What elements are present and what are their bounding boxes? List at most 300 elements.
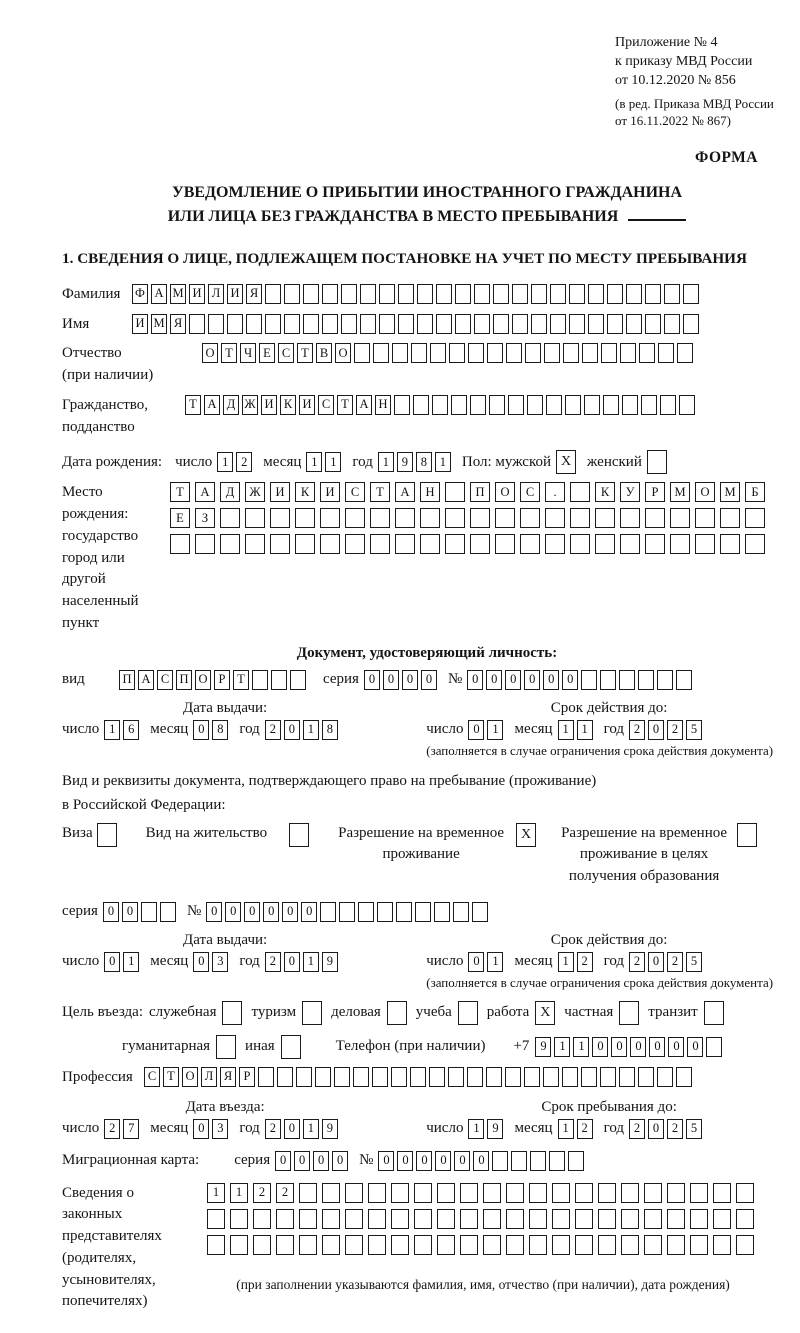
form-cell[interactable] [290,670,306,690]
form-cell[interactable] [679,395,695,415]
form-cell[interactable]: 2 [577,1119,593,1139]
form-cell[interactable]: И [189,284,205,304]
identity-expiry-month[interactable] [558,720,596,740]
form-cell[interactable]: 0 [648,720,664,740]
form-cell[interactable]: 9 [397,452,413,472]
form-cell[interactable] [667,1209,685,1229]
form-cell[interactable]: Д [223,395,239,415]
form-cell[interactable] [345,1235,363,1255]
form-cell[interactable] [414,1235,432,1255]
form-cell[interactable] [483,1209,501,1229]
form-cell[interactable]: 9 [322,952,338,972]
purpose-other-checkbox[interactable] [281,1035,304,1059]
migration-number-input[interactable] [378,1151,587,1171]
form-cell[interactable] [281,1035,301,1059]
form-cell[interactable] [445,508,465,528]
form-cell[interactable]: И [270,482,290,502]
form-cell[interactable] [467,1067,483,1087]
form-cell[interactable]: Р [214,670,230,690]
form-cell[interactable] [664,284,680,304]
form-cell[interactable] [276,1209,294,1229]
form-cell[interactable]: 1 [303,720,319,740]
form-cell[interactable] [657,1067,673,1087]
form-cell[interactable] [360,314,376,334]
form-cell[interactable]: Н [420,482,440,502]
form-cell[interactable] [690,1209,708,1229]
form-cell[interactable] [619,1067,635,1087]
form-cell[interactable] [303,284,319,304]
form-cell[interactable] [436,314,452,334]
form-cell[interactable] [368,1209,386,1229]
residence-series-input[interactable] [103,902,179,922]
representatives-line-3[interactable] [207,1235,759,1255]
form-cell[interactable]: 7 [123,1119,139,1139]
form-cell[interactable] [607,314,623,334]
birthplace-line-3[interactable] [170,534,770,554]
form-cell[interactable] [391,1067,407,1087]
form-cell[interactable]: Б [745,482,765,502]
form-cell[interactable] [230,1209,248,1229]
form-cell[interactable] [645,508,665,528]
form-cell[interactable]: 1 [306,452,322,472]
form-cell[interactable]: 0 [562,670,578,690]
form-cell[interactable] [429,1067,445,1087]
form-cell[interactable] [358,902,374,922]
form-cell[interactable] [207,1209,225,1229]
form-cell[interactable]: 2 [265,1119,281,1139]
form-cell[interactable]: 0 [473,1151,489,1171]
form-cell[interactable] [486,1067,502,1087]
form-cell[interactable]: Ф [132,284,148,304]
form-cell[interactable] [670,508,690,528]
form-cell[interactable] [487,343,503,363]
form-cell[interactable]: Е [259,343,275,363]
form-cell[interactable] [470,534,490,554]
form-cell[interactable] [506,343,522,363]
form-cell[interactable] [460,1209,478,1229]
form-cell[interactable]: О [495,482,515,502]
form-cell[interactable] [377,902,393,922]
form-cell[interactable] [334,1067,350,1087]
form-cell[interactable] [345,534,365,554]
form-cell[interactable] [600,670,616,690]
form-cell[interactable] [644,1209,662,1229]
form-cell[interactable] [529,1209,547,1229]
form-cell[interactable]: Р [645,482,665,502]
form-cell[interactable] [506,1183,524,1203]
form-cell[interactable]: 0 [630,1037,646,1057]
form-cell[interactable]: В [316,343,332,363]
form-cell[interactable]: У [620,482,640,502]
form-cell[interactable]: Л [208,284,224,304]
form-cell[interactable] [745,534,765,554]
form-cell[interactable]: 0 [193,1119,209,1139]
form-cell[interactable] [303,314,319,334]
form-cell[interactable]: О [335,343,351,363]
form-cell[interactable] [644,1183,662,1203]
form-cell[interactable]: Я [246,284,262,304]
form-cell[interactable]: Т [163,1067,179,1087]
form-cell[interactable] [341,314,357,334]
form-cell[interactable] [530,1151,546,1171]
form-cell[interactable] [570,534,590,554]
form-cell[interactable] [271,670,287,690]
form-cell[interactable] [432,395,448,415]
form-cell[interactable] [690,1183,708,1203]
form-cell[interactable] [524,1067,540,1087]
form-cell[interactable] [660,395,676,415]
form-cell[interactable]: П [119,670,135,690]
form-cell[interactable] [619,670,635,690]
form-cell[interactable]: М [720,482,740,502]
form-cell[interactable] [575,1183,593,1203]
form-cell[interactable] [458,1001,478,1025]
form-cell[interactable]: 5 [686,952,702,972]
form-cell[interactable] [470,395,486,415]
form-cell[interactable]: С [520,482,540,502]
form-cell[interactable] [252,670,268,690]
form-cell[interactable]: 2 [253,1183,271,1203]
form-cell[interactable]: 0 [486,670,502,690]
form-cell[interactable] [598,1235,616,1255]
form-cell[interactable] [737,823,757,847]
form-cell[interactable]: О [202,343,218,363]
form-cell[interactable] [398,314,414,334]
form-cell[interactable] [683,284,699,304]
form-cell[interactable]: Ж [242,395,258,415]
form-cell[interactable]: 0 [284,952,300,972]
form-cell[interactable] [512,314,528,334]
form-cell[interactable]: М [151,314,167,334]
form-cell[interactable] [690,1235,708,1255]
residence-expiry-year[interactable] [629,952,705,972]
form-cell[interactable] [598,1183,616,1203]
form-cell[interactable] [495,534,515,554]
form-cell[interactable] [322,284,338,304]
form-cell[interactable]: Т [337,395,353,415]
form-cell[interactable]: 1 [577,720,593,740]
form-cell[interactable] [492,1151,508,1171]
form-cell[interactable]: 1 [558,952,574,972]
form-cell[interactable] [391,1209,409,1229]
form-cell[interactable]: 2 [629,720,645,740]
form-cell[interactable] [736,1183,754,1203]
form-cell[interactable] [736,1235,754,1255]
residence-expiry-month[interactable] [558,952,596,972]
form-cell[interactable] [413,395,429,415]
form-cell[interactable]: 0 [284,720,300,740]
form-cell[interactable]: 0 [263,902,279,922]
form-cell[interactable] [470,508,490,528]
form-cell[interactable] [299,1209,317,1229]
form-cell[interactable]: 0 [648,1119,664,1139]
form-cell[interactable] [437,1183,455,1203]
form-cell[interactable] [527,395,543,415]
form-cell[interactable]: 2 [265,720,281,740]
entry-month[interactable] [193,1119,231,1139]
form-cell[interactable] [588,284,604,304]
form-cell[interactable]: 0 [592,1037,608,1057]
form-cell[interactable] [396,902,412,922]
form-cell[interactable]: X [535,1001,555,1025]
form-cell[interactable] [677,343,693,363]
form-cell[interactable] [595,508,615,528]
form-cell[interactable] [506,1235,524,1255]
form-cell[interactable]: 1 [207,1183,225,1203]
form-cell[interactable] [220,508,240,528]
form-cell[interactable] [253,1235,271,1255]
form-cell[interactable]: И [132,314,148,334]
form-cell[interactable]: М [670,482,690,502]
form-cell[interactable] [434,902,450,922]
form-cell[interactable] [345,1209,363,1229]
form-cell[interactable] [552,1235,570,1255]
form-cell[interactable] [315,1067,331,1087]
form-cell[interactable]: 0 [206,902,222,922]
form-cell[interactable]: 1 [378,452,394,472]
form-cell[interactable]: Я [220,1067,236,1087]
form-cell[interactable] [588,314,604,334]
form-cell[interactable]: О [695,482,715,502]
form-cell[interactable] [387,1001,407,1025]
form-cell[interactable] [230,1235,248,1255]
form-cell[interactable] [607,284,623,304]
form-cell[interactable]: 2 [236,452,252,472]
form-cell[interactable]: С [144,1067,160,1087]
form-cell[interactable]: О [195,670,211,690]
residence-number-input[interactable] [206,902,491,922]
form-cell[interactable] [598,1209,616,1229]
form-cell[interactable] [445,534,465,554]
form-cell[interactable] [370,534,390,554]
form-cell[interactable]: X [556,450,576,474]
form-cell[interactable] [445,482,465,502]
form-cell[interactable] [246,314,262,334]
form-cell[interactable]: 1 [558,720,574,740]
doc-kind-input[interactable] [119,670,309,690]
form-cell[interactable]: Я [170,314,186,334]
form-cell[interactable]: 0 [284,1119,300,1139]
form-cell[interactable] [545,534,565,554]
form-cell[interactable] [626,284,642,304]
form-cell[interactable]: 8 [416,452,432,472]
form-cell[interactable] [345,508,365,528]
form-cell[interactable]: 8 [322,720,338,740]
form-cell[interactable]: 0 [332,1151,348,1171]
form-cell[interactable] [603,395,619,415]
form-cell[interactable] [322,1209,340,1229]
form-cell[interactable] [520,508,540,528]
form-cell[interactable]: 1 [487,952,503,972]
form-cell[interactable] [341,284,357,304]
form-cell[interactable]: 0 [687,1037,703,1057]
form-cell[interactable] [552,1183,570,1203]
form-cell[interactable] [472,902,488,922]
form-cell[interactable] [360,284,376,304]
doc-number-input[interactable] [467,670,695,690]
form-cell[interactable] [299,1235,317,1255]
form-cell[interactable]: П [176,670,192,690]
form-cell[interactable] [512,284,528,304]
form-cell[interactable] [621,1183,639,1203]
form-cell[interactable]: А [138,670,154,690]
form-cell[interactable] [549,1151,565,1171]
birthplace-line-1[interactable] [170,482,770,502]
form-cell[interactable] [265,284,281,304]
form-cell[interactable] [449,343,465,363]
form-cell[interactable]: 3 [212,1119,228,1139]
form-cell[interactable]: Т [233,670,249,690]
form-cell[interactable] [511,1151,527,1171]
form-cell[interactable]: Т [370,482,390,502]
birthplace-line-2[interactable] [170,508,770,528]
form-cell[interactable] [302,1001,322,1025]
form-cell[interactable]: А [204,395,220,415]
form-cell[interactable]: 2 [667,1119,683,1139]
form-cell[interactable] [568,1151,584,1171]
form-cell[interactable] [529,1235,547,1255]
form-cell[interactable]: 0 [648,952,664,972]
stay-year[interactable] [629,1119,705,1139]
form-cell[interactable] [563,343,579,363]
form-cell[interactable]: 0 [275,1151,291,1171]
form-cell[interactable]: И [261,395,277,415]
form-cell[interactable] [420,534,440,554]
form-cell[interactable]: 2 [276,1183,294,1203]
identity-issue-month[interactable] [193,720,231,740]
form-cell[interactable] [368,1235,386,1255]
form-cell[interactable]: 9 [487,1119,503,1139]
form-cell[interactable]: 1 [303,952,319,972]
purpose-official-checkbox[interactable] [222,1001,245,1025]
form-cell[interactable] [220,534,240,554]
form-cell[interactable] [569,314,585,334]
form-cell[interactable] [395,534,415,554]
form-cell[interactable] [284,314,300,334]
form-cell[interactable]: 1 [325,452,341,472]
form-cell[interactable]: 6 [123,720,139,740]
form-cell[interactable] [720,508,740,528]
form-cell[interactable]: 0 [402,670,418,690]
form-cell[interactable] [620,534,640,554]
form-cell[interactable] [647,450,667,474]
residence-issue-month[interactable] [193,952,231,972]
form-cell[interactable] [570,482,590,502]
form-cell[interactable] [253,1209,271,1229]
form-cell[interactable]: 0 [282,902,298,922]
form-cell[interactable] [339,902,355,922]
form-cell[interactable] [483,1183,501,1203]
form-cell[interactable] [736,1209,754,1229]
form-cell[interactable]: 2 [667,720,683,740]
form-cell[interactable] [657,670,673,690]
form-cell[interactable] [322,1235,340,1255]
form-cell[interactable] [546,395,562,415]
form-cell[interactable]: Ж [245,482,265,502]
form-cell[interactable] [451,395,467,415]
edu-residence-checkbox[interactable] [737,823,760,847]
form-cell[interactable] [289,823,309,847]
form-cell[interactable] [395,508,415,528]
form-cell[interactable] [676,1067,692,1087]
form-cell[interactable]: 1 [487,720,503,740]
form-cell[interactable]: С [278,343,294,363]
form-cell[interactable] [641,395,657,415]
form-cell[interactable]: 2 [667,952,683,972]
form-cell[interactable]: И [299,395,315,415]
form-cell[interactable]: 2 [629,952,645,972]
form-cell[interactable]: 0 [193,952,209,972]
form-cell[interactable]: 0 [416,1151,432,1171]
form-cell[interactable] [207,1235,225,1255]
form-cell[interactable] [320,902,336,922]
entry-day[interactable] [104,1119,142,1139]
form-cell[interactable] [370,508,390,528]
form-cell[interactable] [468,343,484,363]
form-cell[interactable] [706,1037,722,1057]
representatives-line-1[interactable] [207,1183,759,1203]
form-cell[interactable] [436,284,452,304]
identity-expiry-day[interactable] [468,720,506,740]
form-cell[interactable]: А [151,284,167,304]
form-cell[interactable] [437,1235,455,1255]
form-cell[interactable]: 0 [383,670,399,690]
form-cell[interactable]: 2 [577,952,593,972]
form-cell[interactable] [391,1183,409,1203]
residence-expiry-day[interactable] [468,952,506,972]
form-cell[interactable] [667,1183,685,1203]
form-cell[interactable]: 1 [435,452,451,472]
form-cell[interactable] [141,902,157,922]
form-cell[interactable] [322,1183,340,1203]
identity-expiry-year[interactable] [629,720,705,740]
form-cell[interactable] [245,508,265,528]
form-cell[interactable] [695,508,715,528]
form-cell[interactable]: З [195,508,215,528]
form-cell[interactable] [575,1235,593,1255]
form-cell[interactable]: 0 [505,670,521,690]
form-cell[interactable]: 0 [225,902,241,922]
purpose-private-checkbox[interactable] [619,1001,642,1025]
form-cell[interactable]: 0 [244,902,260,922]
form-cell[interactable] [667,1235,685,1255]
form-cell[interactable] [170,534,190,554]
form-cell[interactable] [529,1183,547,1203]
form-cell[interactable] [420,508,440,528]
form-cell[interactable] [430,343,446,363]
purpose-work-checkbox[interactable] [535,1001,558,1025]
form-cell[interactable] [713,1209,731,1229]
form-cell[interactable] [620,508,640,528]
form-cell[interactable]: О [182,1067,198,1087]
form-cell[interactable]: М [170,284,186,304]
form-cell[interactable] [621,1235,639,1255]
form-cell[interactable] [565,395,581,415]
form-cell[interactable]: 0 [122,902,138,922]
form-cell[interactable] [489,395,505,415]
form-cell[interactable]: 2 [265,952,281,972]
form-cell[interactable]: 1 [104,720,120,740]
form-cell[interactable]: 0 [104,952,120,972]
form-cell[interactable]: 0 [468,720,484,740]
form-cell[interactable]: С [157,670,173,690]
form-cell[interactable] [227,314,243,334]
form-cell[interactable] [391,1235,409,1255]
form-cell[interactable] [276,1235,294,1255]
representatives-line-2[interactable] [207,1209,759,1229]
form-cell[interactable] [320,508,340,528]
purpose-humanitarian-checkbox[interactable] [216,1035,239,1059]
